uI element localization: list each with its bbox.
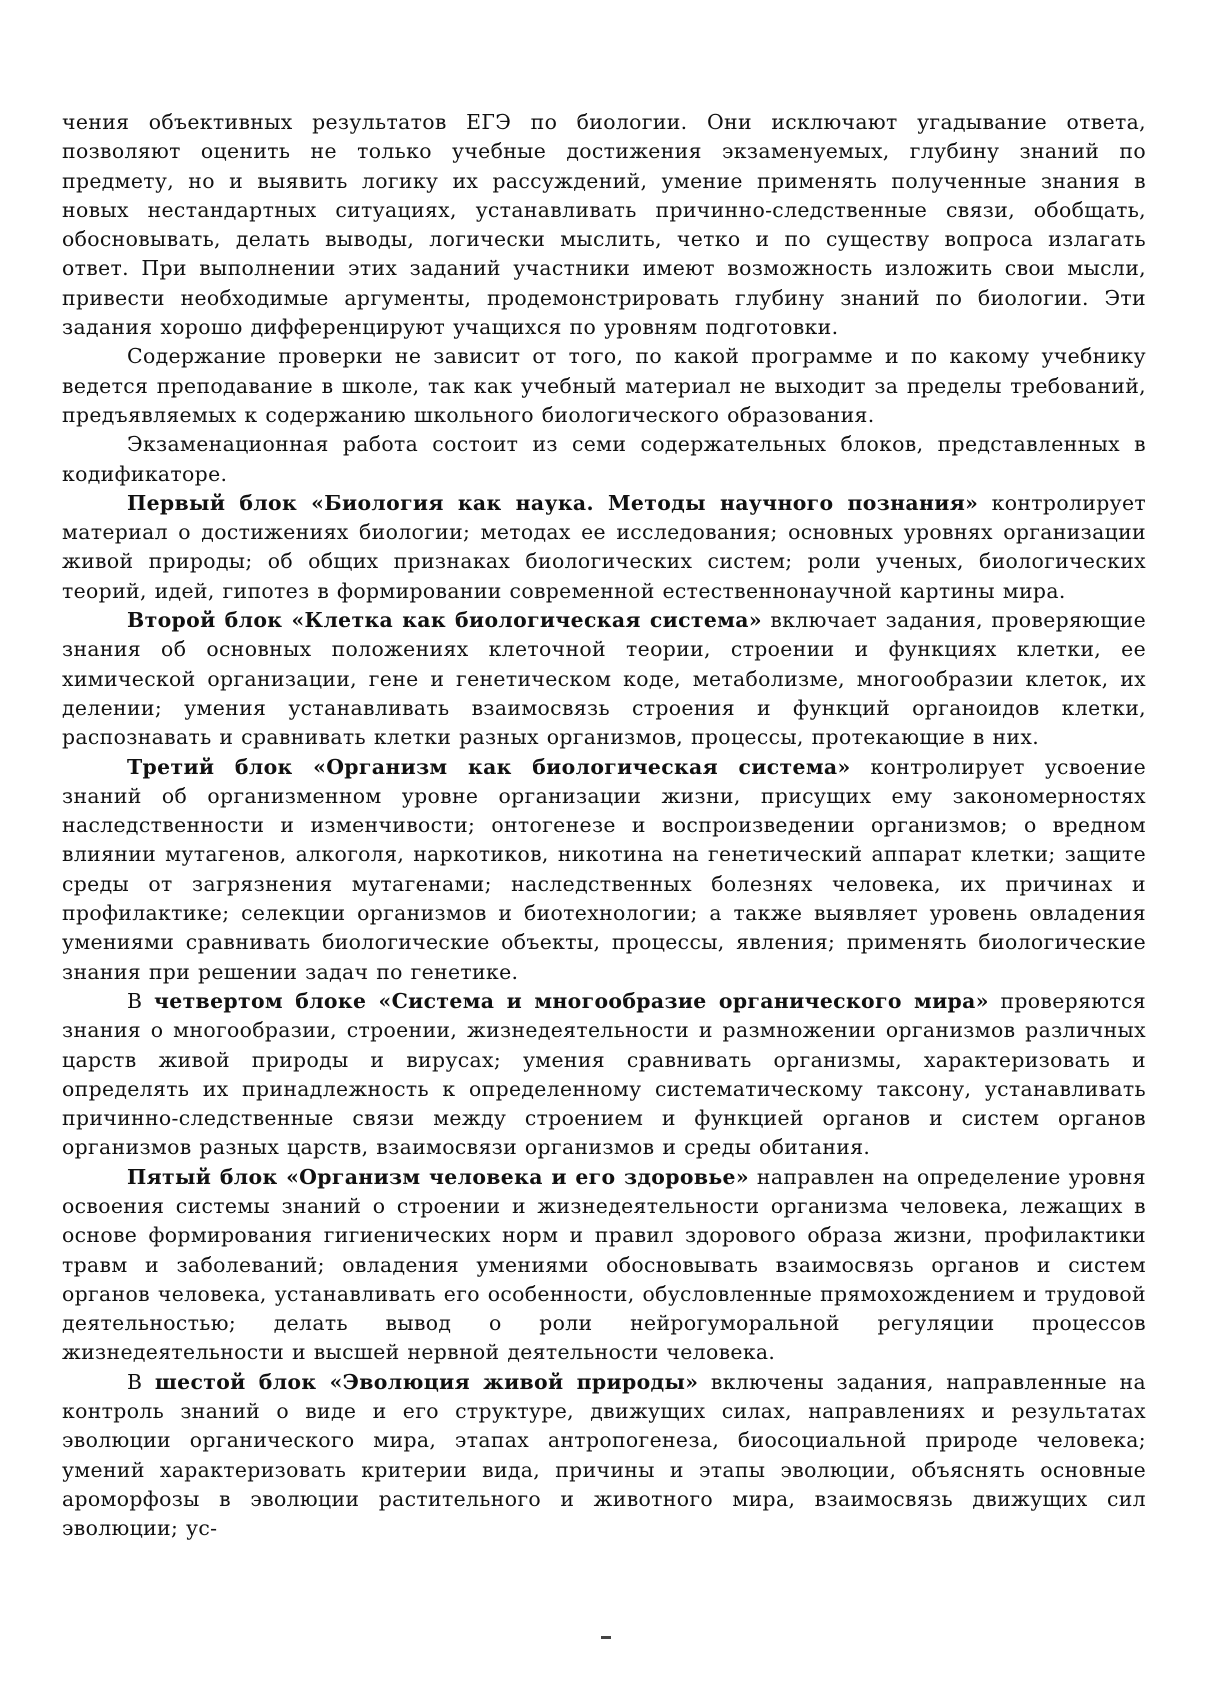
paragraph-block-1: [62, 489, 1146, 606]
paragraph-text: В: [127, 1369, 155, 1394]
block-title: четвертом блоке «Система и многообразие органического мира»: [153, 988, 989, 1013]
paragraph-2: [62, 342, 1146, 430]
block-title: Пятый блок «Организм человека и его здоровье»: [127, 1164, 749, 1189]
paragraph-text: проверяются знания о многообразии, строении, жизнедеятельности и размножении организмов различных царств живой природы и вирусах; умения сравнивать организмы, характеризовать и определять их принадлежность к определенному систематическому таксону, устанавливать причинно-следственные связи между строением и функцией органов и систем органов организмов разных царств, взаимосвязи организмов и среды обитания.: [62, 988, 1147, 1160]
paragraph-1: [62, 108, 1146, 342]
paragraph-text: включены задания, направленные на контроль знаний о виде и его структуре, движущих силах, направлениях и результатах эволюции органического мира, этапах антропогенеза, биосоциальной природе человека; умений характеризовать критерии вида, причины и этапы эволюции, объяснять основные ароморфозы в эволюции растительного и животного мира, взаимосвязь движущих сил эволюции; ус-: [62, 1369, 1146, 1541]
paragraph-text: Экзаменационная работа состоит из семи содержательных блоков, представленных в кодификаторе.: [62, 432, 1146, 486]
paragraph-text: контролирует материал о достижениях биологии; методах ее исследования; основных уровнях организации живой природы; об общих признаках биологических систем; роли ученых, биологических теорий, идей, гипотез в формировании современной естественнонаучной картины мира.: [62, 490, 1146, 603]
paragraph-text: контролирует усвоение знаний об организменном уровне организации жизни, присущих ему закономерностях наследственности и изменчивости; онтогенезе и воспроизведении организмов; о вредном влиянии мутагенов, алкоголя, наркотиков, никотина на генетический аппарат клетки; защите среды от загрязнения мутагенами; наследственных болезнях человека, их причинах и профилактике; селекции организмов и биотехнологии; а также выявляет уровень овладения умениями сравнивать биологические объекты, процессы, явления; применять биологические знания при решении задач по генетике.: [62, 754, 1146, 984]
block-title: шестой блок «Эволюция живой природы»: [154, 1369, 699, 1394]
paragraph-text: направлен на определение уровня освоения системы знаний о строении и жизнедеятельности организма человека, лежащих в основе формирования гигиенических норм и правил здорового образа жизни, профилактики травм и заболеваний; овладения умениями обосновывать взаимосвязь органов и систем органов человека, устанавливать его особенности, обусловленные прямохождением и трудовой деятельностью; делать вывод о роли нейрогуморальной регуляции процессов жизнедеятельности и высшей нервной деятельности человека.: [62, 1164, 1147, 1365]
paragraph-text: В: [127, 988, 154, 1013]
paragraph-text: чения объективных результатов ЕГЭ по биологии. Они исключают угадывание ответа, позволяют оценить не только учебные достижения экзаменуемых, глубину знаний по предмету, но и выявить логику их рассуждений, умение применять полученные знания в новых нестандартных ситуациях, устанавливать причинно-следственные связи, обобщать, обосновывать, делать выводы, логически мыслить, четко и по существу вопроса излагать ответ. При выполнении этих заданий участники имеют возможность изложить свои мысли, привести необходимые аргументы, продемонстрировать глубину знаний по биологии. Эти задания хорошо дифференцируют учащихся по уровням подготовки.: [62, 110, 1146, 340]
paragraph-block-2: [62, 606, 1146, 752]
document-page: [62, 108, 1146, 1544]
block-title: Первый блок «Биология как наука. Методы научного познания»: [127, 490, 979, 515]
paragraph-block-6: [62, 1368, 1146, 1544]
block-title: Третий блок «Организм как биологическая система»: [127, 754, 851, 779]
paragraph-3: [62, 430, 1146, 489]
paragraph-text: Содержание проверки не зависит от того, по какой программе и по какому учебнику ведется преподавание в школе, так как учебный материал не выходит за пределы требований, предъявляемых к содержанию школьного биологического образования.: [62, 344, 1146, 427]
paragraph-block-5: [62, 1163, 1146, 1368]
paragraph-text: включает задания, проверяющие знания об основных положениях клеточной теории, строении и функциях клетки, ее химической организации, гене и генетическом коде, метаболизме, многообразии клеток, их делении; умения устанавливать взаимосвязь строения и функций органоидов клетки, распознавать и сравнивать клетки разных организмов, процессы, протекающие в них.: [62, 608, 1147, 750]
paragraph-block-3: [62, 753, 1146, 987]
block-title: Второй блок «Клетка как биологическая система»: [127, 608, 762, 633]
paragraph-block-4: [62, 987, 1146, 1163]
scan-mark: [601, 1636, 611, 1639]
